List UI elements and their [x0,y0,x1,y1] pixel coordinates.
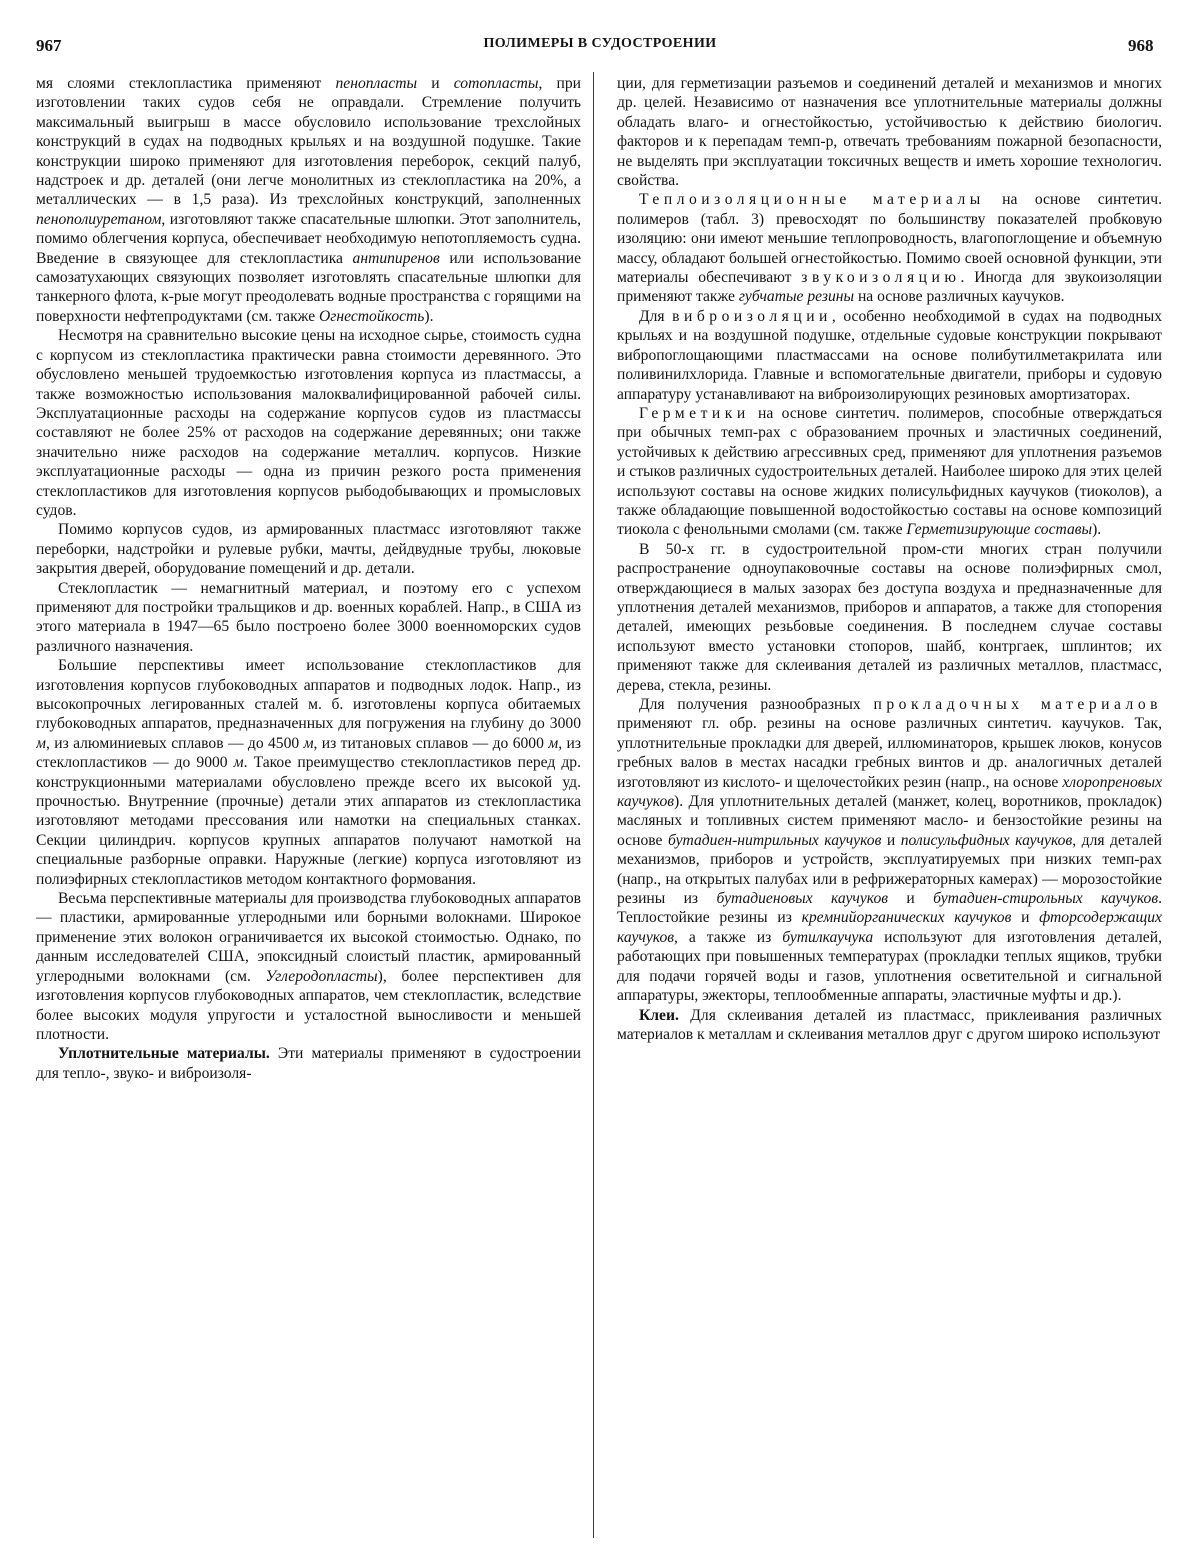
paragraph: Герметики на основе синтетич. полимеров, способные отверждаться при обычных темп-рах с образованием прочных и эластичных соединений, устойчивых к действию агрессивных сред, применяют для уплотнения разъемов и стыков различных судостроительных деталей. Наиболее широко для этих целей используют составы на основе жидких полисульфидных каучуков (тиоколов), а также обладающие повышенной водостойкостью составы на основе композиций тиокола с фенольными смолами (см. также Герметизирующие составы). [617,404,1162,539]
spaced-term: звукоизоляцию [801,269,961,287]
term: сотопласты [453,75,539,92]
page-number-left: 967 [36,36,62,55]
cross-reference: хлоропреновых каучуков [617,773,1162,811]
paragraph: ции, для герметизации разъемов и соединений деталей и механизмов и многих др. целей. Независимо от назначения все уплотнительные материалы должны обладать влаго- и огнестойкостью, устойчивостью к действию биологич. факторов и к перепадам темп-р, отвечать требованиям пожарной безопасности, не выделять при эксплуатации токсичных веществ и иметь хорошие технологич. свойства. [617,75,1162,190]
left-column [36,74,581,1534]
running-title: ПОЛИМЕРЫ В СУДОСТРОЕНИИ [483,36,717,51]
unit: м [233,754,244,772]
term: пенопласты [335,75,418,92]
paragraph: Для виброизоляции, особенно необходимой в судах на подводных крыльях и на воздушной подушке, отдельные судовые конструкции покрывают вибропоглощающими пластмассами на основе полибутилметакрилата или поливинилхлорида. Главные и вспомогательные двигатели, приборы и судовую аппаратуру устанавливают на виброизолирующих резиновых амортизаторах. [617,307,1162,403]
term: антипиренов [352,249,440,267]
cross-reference: полисульфидных каучуков [900,831,1073,849]
cross-reference: Углеродопласты [265,967,378,985]
paragraph: мя слоями стеклопластика применяют пенопласты и сотопласты, при изготовлении таких судов себя не оправдали. Стремление получить максимальный выигрыш в массе обусловило использование трехслойных конструкций в судах на подводных крыльях и на воздушной подушке. Такие конструкции широко применяют для изготовления переборок, секций палуб, надстроек и др. деталей (они легче монолитных из стеклопластика на 20%, а металлических — в 1,5 раза). Из трехслойных конструкций, заполненных пенополиуретаном, изготовляют также спасательные шлюпки. Этот заполнитель, помимо облегчения корпуса, обеспечивает необходимую непотопляемость судна. Введение в связующее для стеклопластика антипиренов или использование самозатухающих связующих позволяет изготовлять спасательные шлюпки для танкерного флота, к-рые могут преодолевать водные пространства с горящими на поверхности нефтепродуктами (см. также Огнестойкость). [36,75,581,325]
unit: м [36,734,46,752]
section-heading: Уплотнительные материалы. [58,1045,270,1063]
term: пенополиуретаном [36,210,162,228]
paragraph: Клеи. Для склеивания деталей из пластмасс, приклеивания различных материалов к металлам и склеивания металлов друг с другом широко используют [617,1006,1162,1043]
cross-reference: кремнийорганических каучуков [801,909,1012,927]
paragraph: В 50-х гг. в судостроительной пром-сти многих стран получили распространение одноупаковочные составы на основе полиэфирных смол, отверждающиеся в малых зазорах без доступа воздуха и предназначенные для уплотнения деталей механизмов, приборов и аппаратов, а также для стопорения деталей, имеющих резьбовые соединения. В последнем случае составы используют вместо установки стопоров, шайб, контргаек, шплинтов; их применяют также для склеивания деталей из различных металлов, пластмасс, дерева, стекла, резины. [617,540,1162,694]
cross-reference: фторсодержащих каучуков [617,909,1162,946]
right-column [617,74,1162,1534]
cross-reference: бутадиеновых каучуков [716,890,889,908]
cross-reference: бутилкаучука [782,928,874,946]
paragraph: Несмотря на сравнительно высокие цены на исходное сырье, стоимость судна с корпусом из стеклопластика практически равна стоимости деревянного. Это обусловлено меньшей трудоемкостью изготовления корпуса из пластмассы, а также возможностью использования малоквалифицированной рабочей силы. Эксплуатационные расходы на содержание корпусов судов из пластмассы составляют не более 25% от расходов на содержание деревянных; они также значительно ниже расходов на содержание металлич. корпусов. Низкие эксплуатационные расходы — одна из причин резкого роста применения стеклопластиков для изготовления корпусов рыбодобывающих и промысловых судов. [36,327,581,519]
cross-reference: Огнестойкость [319,307,425,325]
paragraph: Помимо корпусов судов, из армированных пластмасс изготовляют также переборки, надстройки и рулевые рубки, мачты, дейдвудные трубы, люковые закрытия дверей, оборудование помещений и др. детали. [36,521,581,578]
page-header [0,0,1200,72]
spaced-term: Герметики [639,404,750,422]
spaced-term: виброизоляции [672,307,832,325]
cross-reference: Герметизирующие составы [906,521,1093,539]
section-heading: Клеи. [639,1006,679,1024]
spaced-term: прокладочных материалов [873,696,1162,713]
paragraph: Стеклопластик — немагнитный материал, и поэтому его с успехом применяют для постройки тральщиков и др. военных кораблей. Напр., в США из этого материала в 1947—65 было построено более 3000 военноморских судов различного назначения. [36,579,581,655]
paragraph: Для получения разнообразных прокладочных материалов применяют гл. обр. резины на основе различных синтетич. каучуков. Так, уплотнительные прокладки для дверей, иллюминаторов, крышек люков, конусов гребных валов в местах насадки гребных винтов и др. аналогичных деталей изготовляют из кислото- и щелочестойких резин (напр., на основе хлоропреновых каучуков). Для уплотнительных деталей (манжет, колец, воротников, прокладок) масляных и топливных систем применяют масло- и бензостойкие резины на основе бутадиен-нитрильных каучуков и полисульфидных каучуков, для деталей механизмов, приборов и устройств, эксплуатируемых при низких темп-рах (напр., на открытых палубах или в рефрижераторных камерах) — морозостойкие резины из бутадиеновых каучуков и бутадиен-стирольных каучуков. Теплостойкие резины из кремнийорганических каучуков и фторсодержащих каучуков, а также из бутилкаучука используют для изготовления деталей, работающих при повышенных температурах (прокладки теплых ящиков, трубки для подачи горячей воды и газов, уплотнения осветительной и сигнальной аппаратуры, эжекторы, теплообменные аппараты, эластичные муфты и др.). [617,696,1162,1005]
spaced-term: Теплоизоляционные материалы [639,191,985,209]
unit: м [548,734,559,752]
paragraph: Весьма перспективные материалы для производства глубоководных аппаратов — пластики, армированные углеродными или борными волокнами. Широкое применение этих волокон ограничивается их высокой стоимостью. Однако, по данным исследователей США, эпоксидный слоистый пластик, армированный углеродными волокнами (см. Углеродопласты), более перспективен для изготовления корпусов глубоководных аппаратов, чем стеклопластик, вследствие более высоких модуля упругости и усталостной выносливости и меньшей плотности. [36,890,581,1043]
cross-reference: бутадиен-нитрильных каучуков [667,831,882,849]
column-divider [593,72,594,1538]
paragraph: Уплотнительные материалы. Эти материалы применяют в судостроении для тепло-, звуко- и виброизоля- [36,1045,581,1082]
cross-reference: губчатые резины [738,288,855,306]
paragraph: Большие перспективы имеет использование стеклопластиков для изготовления корпусов глубоководных аппаратов и подводных лодок. Напр., из высокопрочных легированных сталей м. б. изготовлены корпуса обитаемых глубоководных аппаратов, предназначенных для погружения на глубину до 3000 м, из алюминиевых сплавов — до 4500 м, из титановых сплавов — до 6000 м, из стеклопластиков — до 9000 м. Такое преимущество стеклопластиков перед др. конструкционными материалами обусловлено прежде всего их высокой уд. прочностью. Внутренние (прочные) детали этих аппаратов из стеклопластика изготовляют методами прессования или намотки на специальных станках. Секции цилиндрич. корпусов крупных аппаратов получают намоткой на специальные разборные оправки. Наружные (легкие) корпуса изготовляют из полиэфирных стеклопластиков методом контактного формования. [36,657,581,888]
page-number-right: 968 [1128,36,1154,55]
cross-reference: бутадиен-стирольных каучуков [933,890,1159,908]
paragraph: Теплоизоляционные материалы на основе синтетич. полимеров (табл. 3) превосходят по большинству показателей пробковую изоляцию: они имеют меньшие теплопроводность, влагопоглощение и объемную массу, обладают большей огнестойкостью. Помимо своей основной функции, эти материалы обеспечивают звукоизоляцию. Иногда для звукоизоляции применяют также губчатые резины на основе различных каучуков. [617,191,1162,306]
unit: м [303,734,314,752]
